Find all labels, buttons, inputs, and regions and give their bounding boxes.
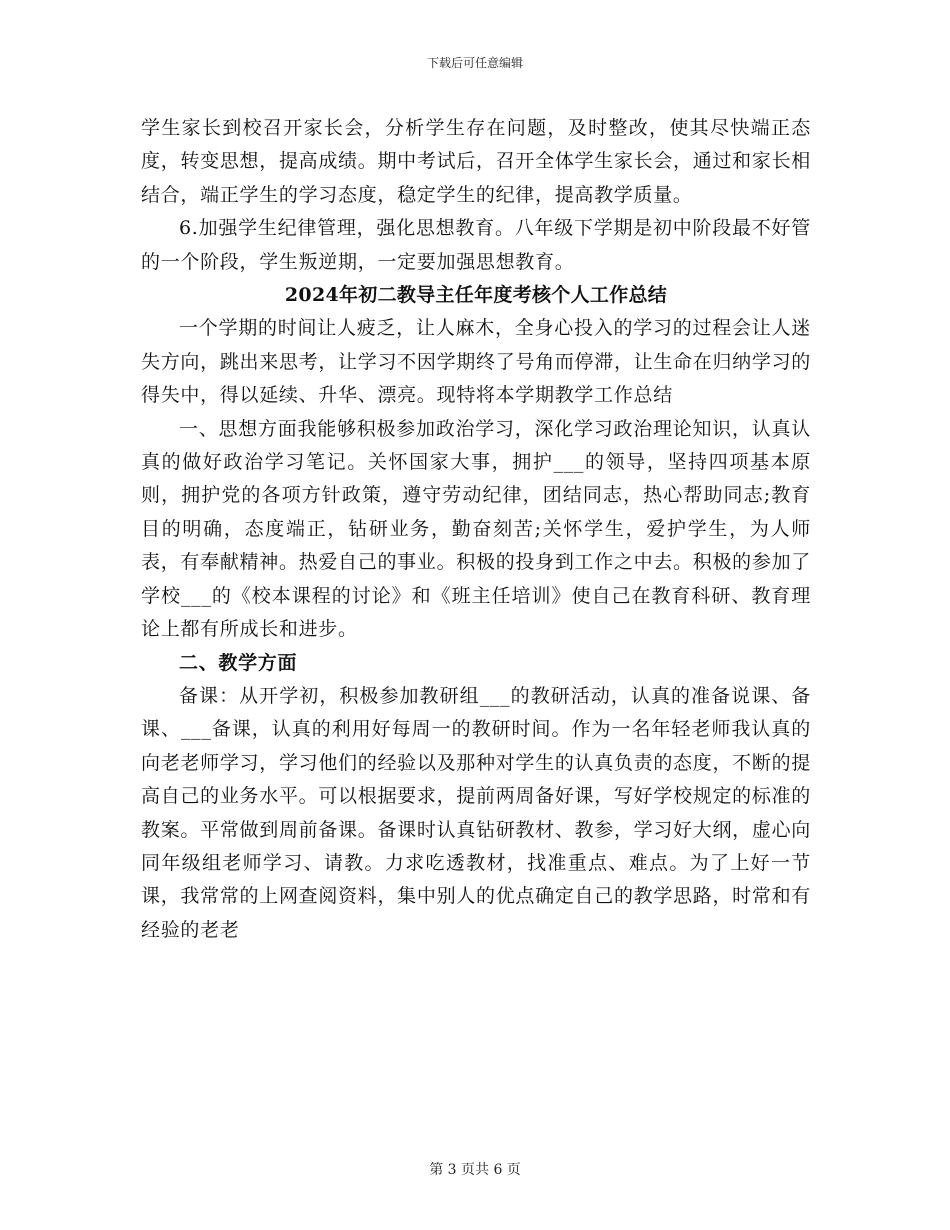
paragraph-intro: 一个学期的时间让人疲乏，让人麻木，全身心投入的学习的过程会让人迷失方向，跳出来思考，让学习不因学期终了号角而停滞，让生命在归纳学习的得失中，得以延续、升华、漂亮。现特将本学期教学工作总结	[141, 317, 811, 407]
document-title: 2024年初二教导主任年度考核个人工作总结	[284, 284, 668, 307]
page-number: 第 3 页共 6 页	[429, 1162, 521, 1178]
paragraph-discipline: 6.加强学生纪律管理，强化思想教育。八年级下学期是初中阶段最不好管的一个阶段，学生叛逆期，一定要加强思想教育。	[141, 217, 811, 273]
document-body	[141, 112, 811, 947]
paragraph-lesson-prep: 备课：从开学初，积极参加教研组___的教研活动，认真的准备说课、备课、___备课，认真的利用好每周一的教研时间。作为一名年轻老师我认真的向老老师学习，学习他们的经验以及那种对学生的认真负责的态度，不断的提高自己的业务水平。可以根据要求，提前两周备好课，写好学校规定的标准的教案。平常做到周前备课。备课时认真钻研教材、教参，学习好大纲，虚心向同年级组老师学习、请教。力求吃透教材，找准重点、难点。为了上好一节课，我常常的上网查阅资料，集中别人的优点确定自己的教学思路，时常和有经验的老老	[141, 684, 811, 941]
paragraph-ideology: 一、思想方面我能够积极参加政治学习，深化学习政治理论知识，认真认真的做好政治学习笔记。关怀国家大事，拥护___的领导，坚持四项基本原则，拥护党的各项方针政策，遵守劳动纪律，团结同志，热心帮助同志;教育目的明确，态度端正，钻研业务，勤奋刻苦;关怀学生，爱护学生，为人师表，有奉献精神。热爱自己的事业。积极的投身到工作之中去。积极的参加了学校___的《校本课程的讨论》和《班主任培训》使自己在教育科研、教育理论上都有所成长和进步。	[141, 417, 811, 641]
section-heading-teaching: 二、教学方面	[179, 651, 298, 674]
paragraph-parent-meeting: 学生家长到校召开家长会，分析学生存在问题，及时整改，使其尽快端正态度，转变思想，提高成绩。期中考试后，召开全体学生家长会，通过和家长相结合，端正学生的学习态度，稳定学生的纪律，提高教学质量。	[141, 117, 811, 206]
page-header: 下载后可任意编辑	[426, 56, 523, 70]
